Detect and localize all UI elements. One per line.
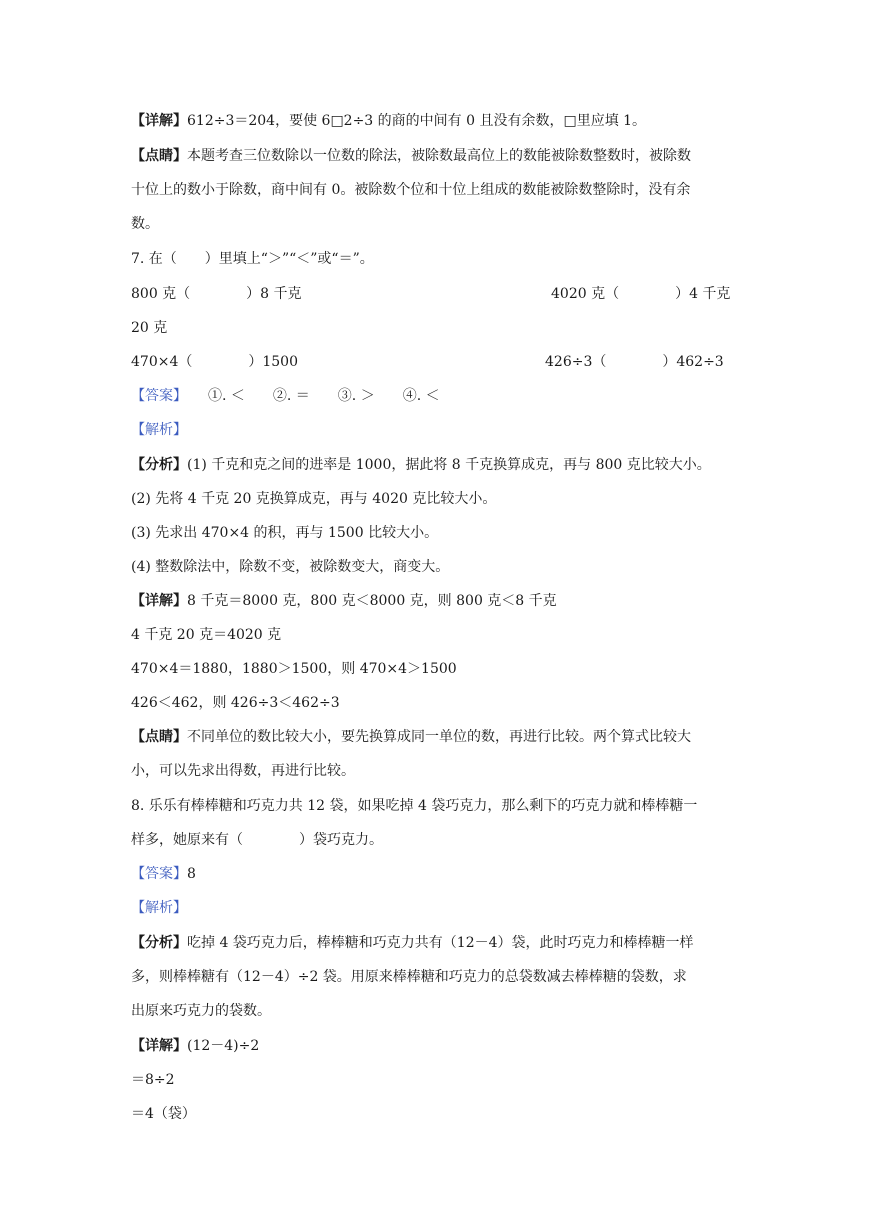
line-detail-8-2: ＝8÷2 — [131, 1072, 175, 1088]
analysis-text: (1) 千克和克之间的进率是 1000，据此将 8 千克换算成克，再与 800 克比较大小。 — [187, 457, 711, 473]
detail-text: 8 千克＝8000 克，800 克＜8000 克，则 800 克＜8 千克 — [187, 593, 557, 609]
detail-tag: 【详解】 — [131, 1038, 187, 1054]
answer-8 — [131, 864, 196, 884]
answer-tag: 【答案】 — [131, 866, 187, 882]
line-detail-8-3: ＝4（袋） — [131, 1106, 196, 1122]
analysis-tag-7: 【解析】 — [131, 422, 187, 438]
detail-text: (12－4)÷2 — [187, 1038, 260, 1054]
answer-text: 8 — [187, 866, 196, 882]
line-detail-7-2: 4 千克 20 克＝4020 克 — [131, 627, 282, 643]
answer-7 — [131, 386, 440, 406]
key-point-text: 不同单位的数比较大小，要先换算成同一单位的数，再进行比较。两个算式比较大 — [187, 729, 691, 745]
question-7-title: 7. 在（ ）里填上“＞”“＜”或“＝”。 — [131, 251, 374, 267]
line-analysis-7-1 — [131, 455, 711, 475]
line-key-point-1-end: 数。 — [131, 216, 159, 232]
line-detail-1 — [131, 111, 646, 131]
line-analysis-7-4: (4) 整数除法中，除数不变，被除数变大，商变大。 — [131, 559, 450, 575]
question-7-item-2-cont: 20 克 — [131, 320, 168, 336]
question-8-line-1: 8. 乐乐有棒棒糖和巧克力共 12 袋，如果吃掉 4 袋巧克力，那么剩下的巧克力就和棒棒糖一 — [131, 798, 698, 814]
line-detail-7-3: 470×4＝1880，1880＞1500，则 470×4＞1500 — [131, 661, 457, 677]
question-7-item-4: 426÷3（ ）462÷3 — [545, 354, 724, 370]
answer-tag: 【答案】 — [131, 388, 180, 404]
analysis-tag-8: 【解析】 — [131, 900, 187, 916]
line-key-point-7 — [131, 727, 691, 747]
line-detail-7-4: 426＜462，则 426÷3＜462÷3 — [131, 695, 340, 711]
line-key-point-1-cont: 十位上的数小于除数，商中间有 0。被除数个位和十位上组成的数能被除数整除时，没有余 — [131, 182, 691, 198]
detail-tag: 【详解】 — [131, 113, 187, 129]
question-7-item-3: 470×4（ ）1500 — [131, 354, 298, 370]
analysis-label: 【分析】 — [131, 935, 187, 951]
line-key-point-1 — [131, 146, 691, 166]
line-analysis-8-1 — [131, 933, 694, 953]
line-analysis-8-3: 出原来巧克力的袋数。 — [131, 1003, 271, 1019]
analysis-text: 吃掉 4 袋巧克力后，棒棒糖和巧克力共有（12－4）袋，此时巧克力和棒棒糖一样 — [187, 935, 694, 951]
line-analysis-8-2: 多，则棒棒糖有（12－4）÷2 袋。用原来棒棒糖和巧克力的总袋数减去棒棒糖的袋数，求 — [131, 969, 687, 985]
line-key-point-7-cont: 小，可以先求出得数，再进行比较。 — [131, 763, 355, 779]
analysis-label: 【分析】 — [131, 457, 187, 473]
detail-tag: 【详解】 — [131, 593, 187, 609]
line-detail-7-1 — [131, 591, 557, 611]
answer-text: ①. ＜ ②. ＝ ③. ＞ ④. ＜ — [180, 388, 440, 404]
line-analysis-7-2: (2) 先将 4 千克 20 克换算成克，再与 4020 克比较大小。 — [131, 491, 497, 507]
key-point-tag: 【点睛】 — [131, 148, 187, 164]
line-detail-8-1 — [131, 1036, 259, 1056]
key-point-tag: 【点睛】 — [131, 729, 187, 745]
key-point-text: 本题考查三位数除以一位数的除法，被除数最高位上的数能被除数整数时，被除数 — [187, 148, 691, 164]
question-7-item-2: 4020 克（ ）4 千克 — [551, 286, 731, 302]
detail-text: 612÷3＝204，要使 6□2÷3 的商的中间有 0 且没有余数，□里应填 1。 — [187, 113, 647, 129]
question-8-line-2: 样多，她原来有（ ）袋巧克力。 — [131, 832, 383, 848]
line-analysis-7-3: (3) 先求出 470×4 的积，再与 1500 比较大小。 — [131, 525, 439, 541]
question-7-item-1: 800 克（ ）8 千克 — [131, 286, 302, 302]
